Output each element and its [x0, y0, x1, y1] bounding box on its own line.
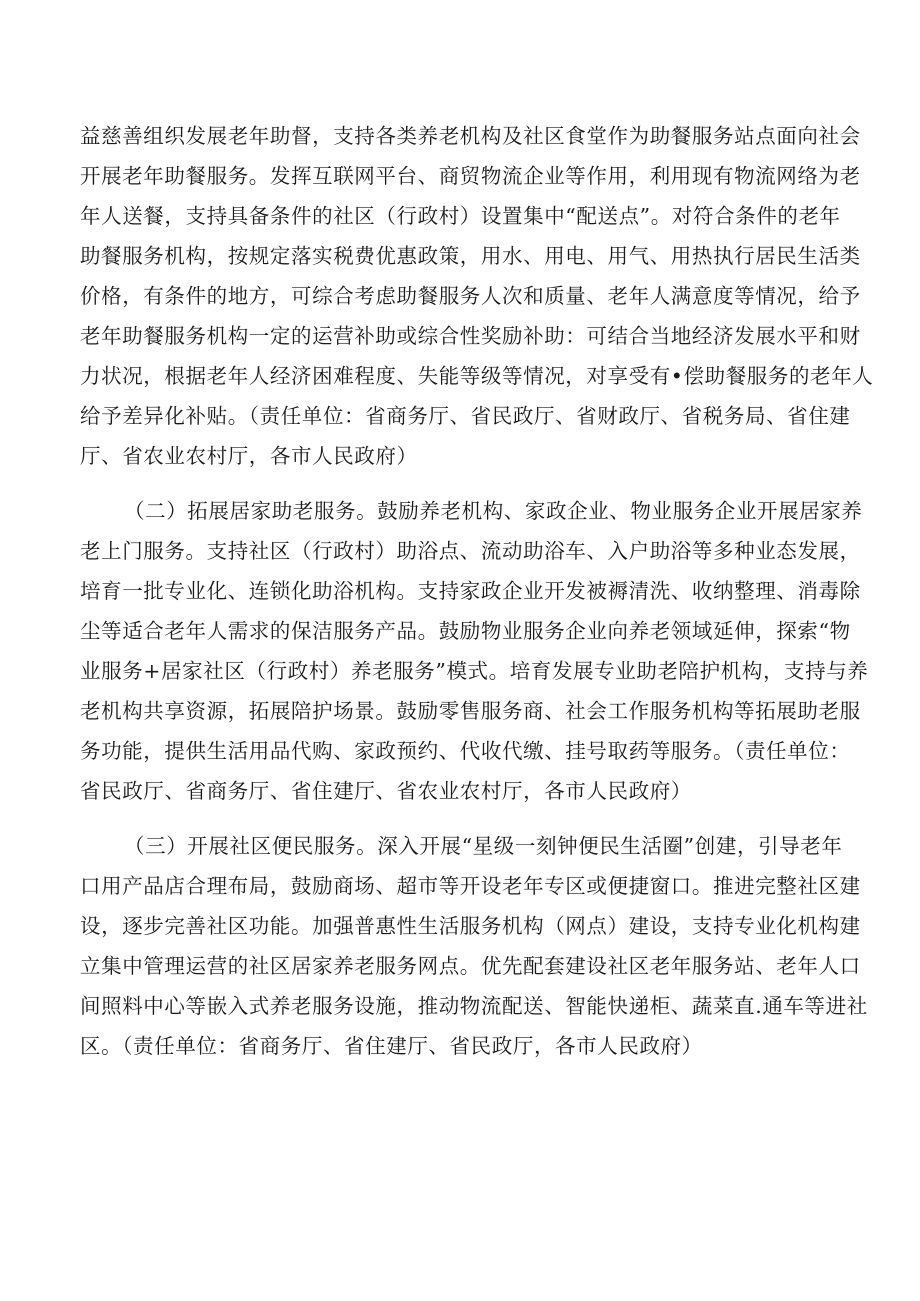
text-line: 益慈善组织发展老年助督，支持各类养老机构及社区食堂作为助餐服务站点面向社会: [80, 124, 861, 148]
text-line: 厅、省农业农村厅，各市人民政府）: [80, 444, 418, 468]
text-line: 区。（责任单位：省商务厅、省住建厅、省民政厅，各市人民政府）: [80, 1034, 703, 1058]
text-line: 助餐服务机构，按规定落实税费优惠政策，用水、用电、用气、用热执行居民生活类: [80, 244, 861, 268]
text-line: 老机构共享资源，拓展陪护场景。鼓励零售服务商、社会工作服务机构等拓展助老服: [80, 699, 861, 723]
text-line: 培育一批专业化、连锁化助浴机构。支持家政企业开发被褥清洗、收纳整理、消毒除: [80, 579, 861, 603]
text-line: 给予差异化补贴。（责任单位：省商务厅、省民政厅、省财政厅、省税务局、省住建: [80, 404, 851, 428]
text-line: 间照料中心等嵌入式养老服务设施，推动物流配送、智能快递柜、蔬菜直.通车等进社: [80, 994, 868, 1018]
text-line: 开展老年助餐服务。发挥互联网平台、商贸物流企业等作用，利用现有物流网络为老: [80, 164, 861, 188]
text-line: 务功能，提供生活用品代购、家政预约、代收代缴、挂号取药等服务。（责任单位：: [80, 739, 851, 763]
text-line: 业服务+居家社区（行政村）养老服务”模式。培育发展专业助老陪护机构，支持与养: [80, 659, 869, 683]
text-line: 价格，有条件的地方，可综合考虑助餐服务人次和质量、老年人满意度等情况，给予: [80, 284, 861, 308]
text-line: 立集中管理运营的社区居家养老服务网点。优先配套建设社区老年服务站、老年人口: [80, 954, 861, 978]
text-line: 尘等适合老年人需求的保洁服务产品。鼓励物业服务企业向养老领域延伸，探索“物: [80, 619, 851, 643]
text-line: 省民政厅、省商务厅、省住建厅、省农业农村厅，各市人民政府）: [80, 779, 692, 803]
text-line: 口用产品店合理布局，鼓励商场、超市等开设老年专区或便捷窗口。推进完整社区建: [80, 874, 861, 898]
text-line: 力状况，根据老年人经济困难程度、失能等级等情况，对享受有•偿助餐服务的老年人: [80, 364, 874, 388]
text-line: 年人送餐，支持具备条件的社区（行政村）设置集中“配送点”。对符合条件的老年: [80, 204, 841, 228]
text-line: （二）拓展居家助老服务。鼓励养老机构、家政企业、物业服务企业开展居家养: [124, 499, 863, 523]
text-line: 设，逐步完善社区功能。加强普惠性生活服务机构（网点）建设，支持专业化机构建: [80, 914, 861, 938]
text-line: 老上门服务。支持社区（行政村）助浴点、流动助浴车、入户助浴等多种业态发展，: [80, 539, 861, 563]
text-line: （三）开展社区便民服务。深入开展“星级一刻钟便民生活圈”创建，引导老年: [124, 834, 843, 858]
text-line: 老年助餐服务机构一定的运营补助或综合性奖励补助：可结合当地经济发展水平和财: [80, 324, 861, 348]
